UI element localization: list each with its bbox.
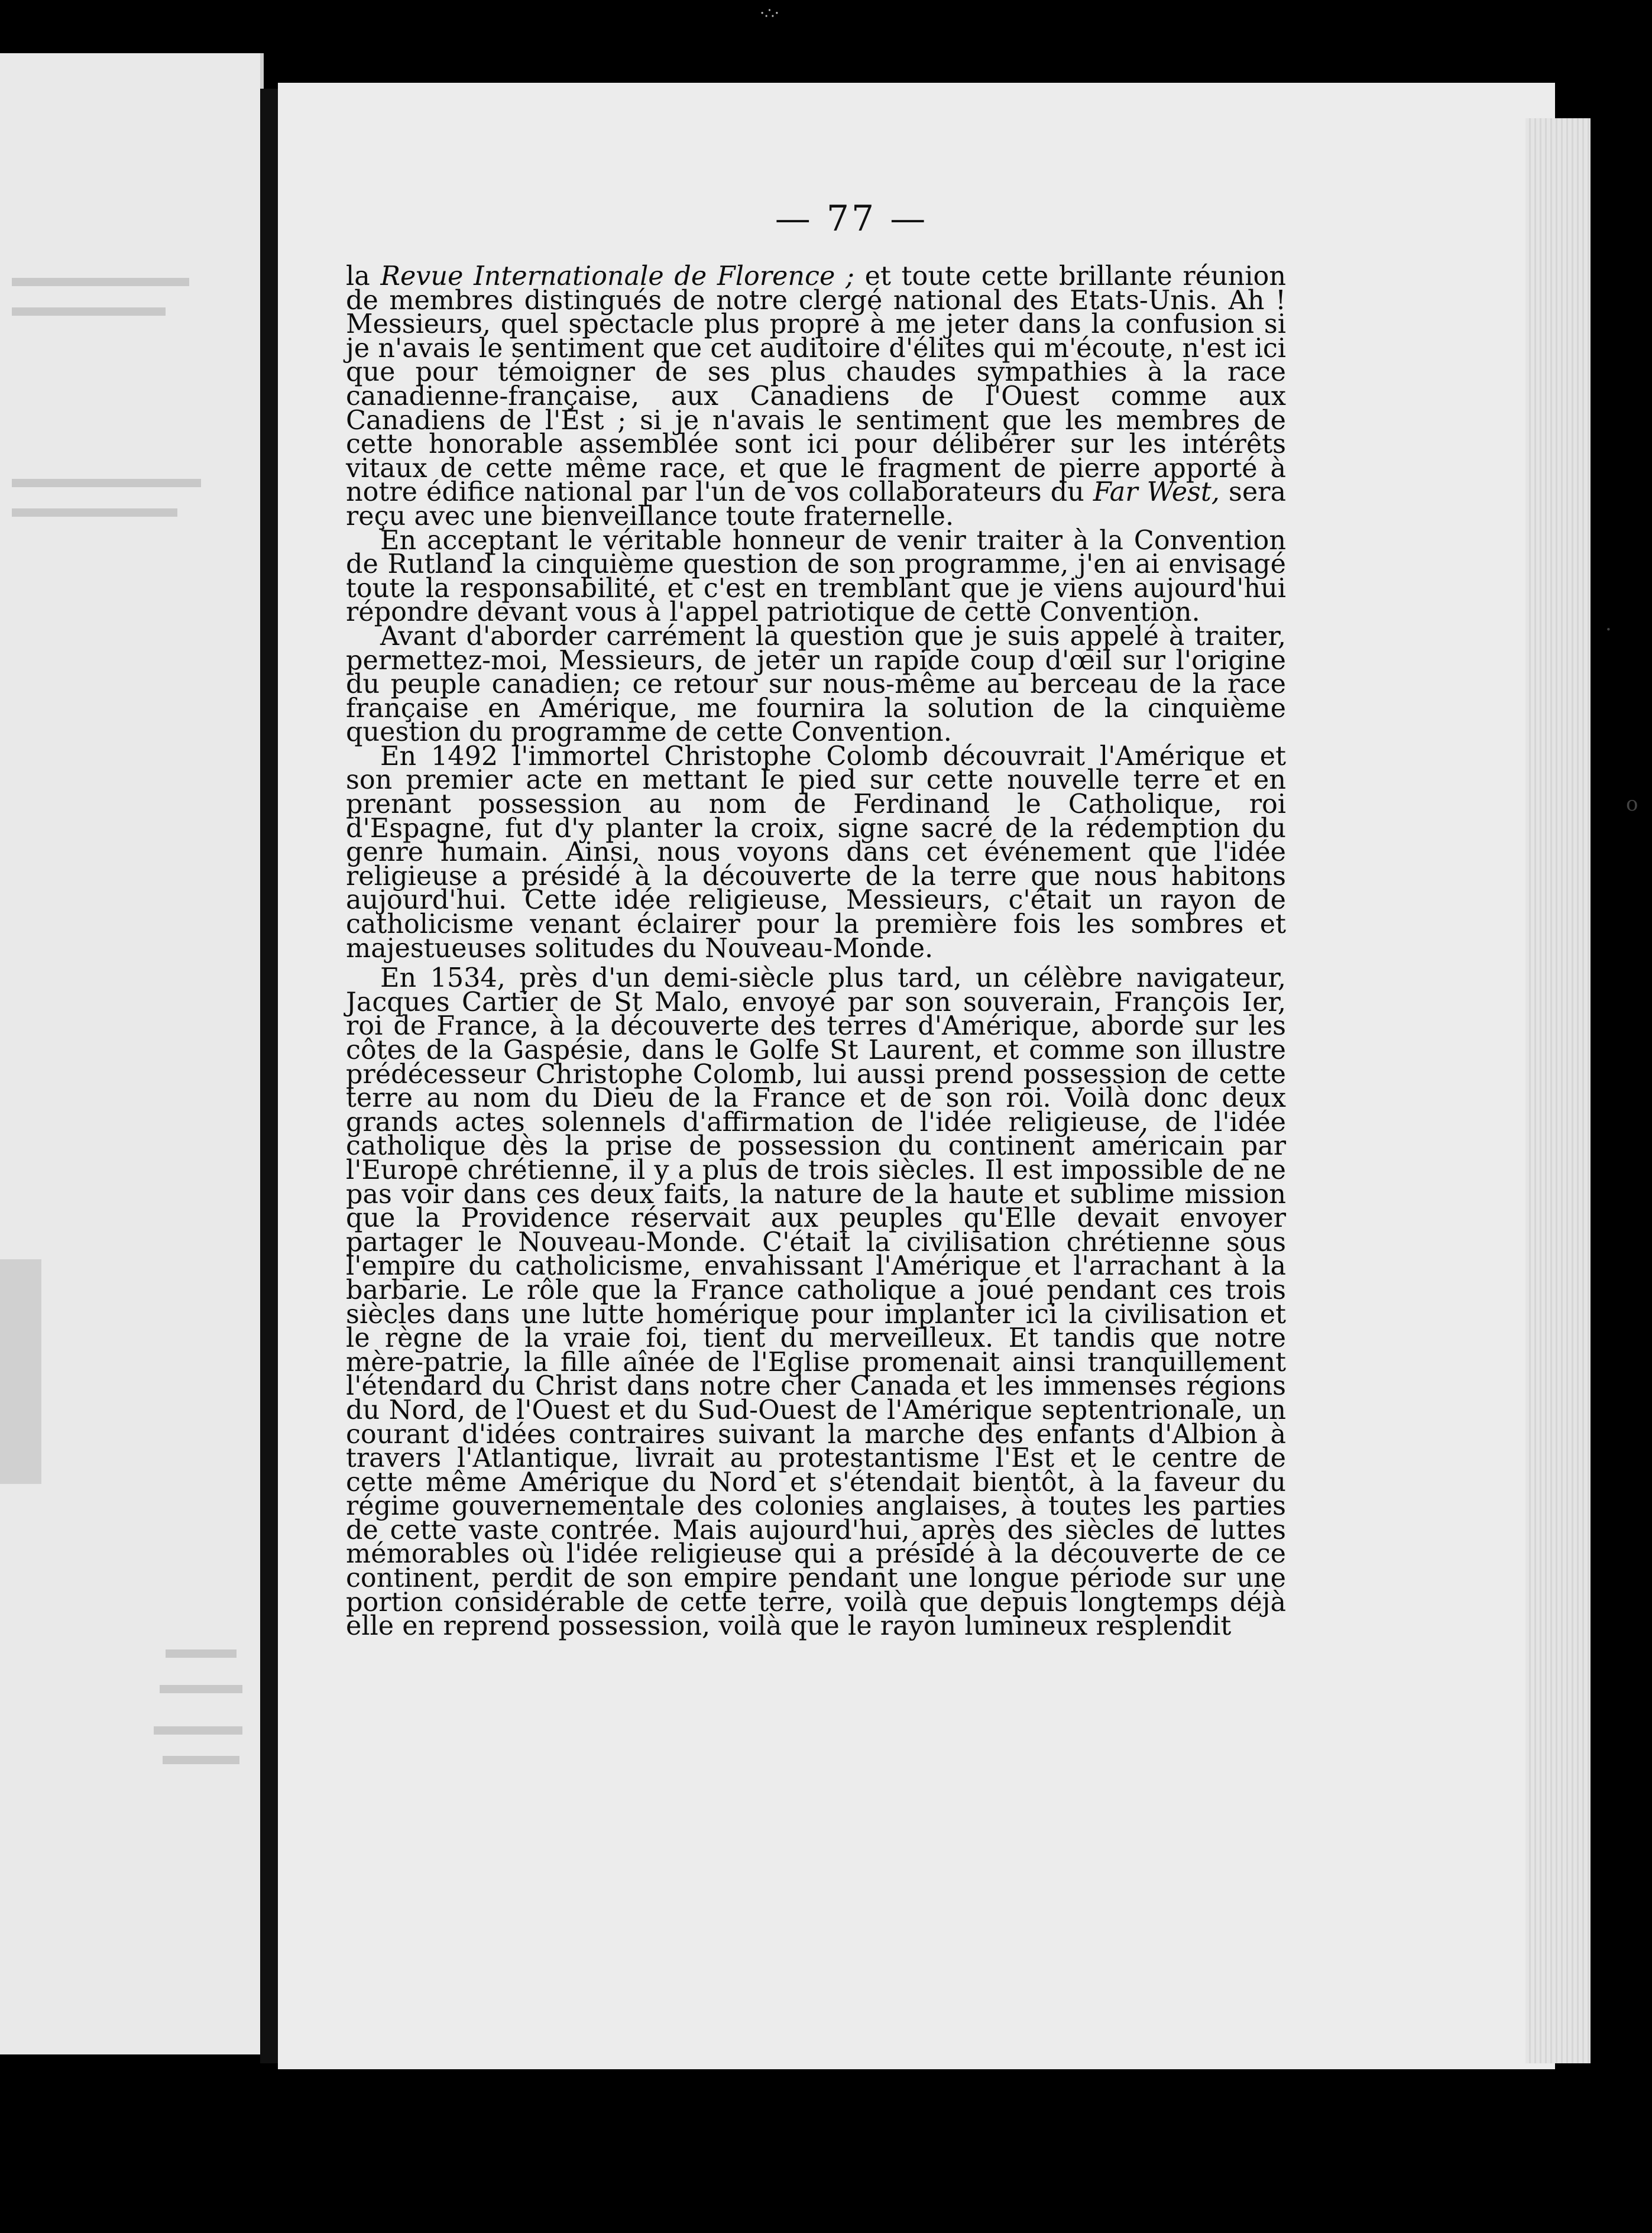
page-gutter (260, 89, 278, 2063)
margin-mark: · (1605, 618, 1612, 641)
bleed-line (166, 1649, 237, 1658)
paragraph (346, 525, 1286, 628)
page-stack-edge (1525, 118, 1591, 2063)
page-number: — 77 — (775, 198, 928, 239)
paragraph (346, 741, 1286, 964)
paragraph (346, 621, 1286, 748)
margin-mark: o (1626, 792, 1638, 816)
italic-text: Far West, (1093, 477, 1220, 508)
body-text (346, 261, 1286, 1642)
previous-page-edge (0, 53, 264, 2054)
italic-text: Revue Internationale de Florence ; (380, 261, 854, 291)
text-run: En 1534, près d'un demi-siècle plus tard, un célèbre navigateur, Jacques Cartier de St Malo, envoyé par son souverain, François Ier, roi de France, à la découverte des terres d'Amérique, aborde sur les côtes de la Gaspésie, dans le Golfe St Laurent, et comme son illustre prédécesseur Christophe Colomb, lui aussi prend possession de cette terre au nom du Dieu de la France et de son roi. Voilà donc deux grands actes solennels d'affirmation de l'idée religieuse, de l'idée catholique dès la prise de possession du continent américain par l'Europe chrétienne, il y a plus de trois siècles. Il est impossible de ne pas voir dans ces deux faits, la nature de la haute et sublime mission que la Providence réservait aux peuples qu'Elle devait envoyer partager le Nouveau-Monde. C'était la civilisation chrétienne sous l'empire du catholicisme, envahissant l'Amérique et l'arrachant à la barbarie. Le rôle que la France catholique a joué pendant ces trois siècles dans une lutte homérique pour implanter ici la civilisation et le règne de la vraie foi, tient du merveilleux. Et tandis que notre mère-patrie, la fille aînée de l'Eglise promenait ainsi tranquillement l'étendard du Christ dans notre cher Canada et les immenses régions du Nord, de l'Ouest et du Sud-Ouest de l'Amérique septentrionale, un courant d'idées contraires suivant la marche des enfants d'Albion à travers l'Atlantique, livrait au protestantisme l'Est et le centre de cette même Amérique du Nord et s'étendait bientôt, à la faveur du régime gouvernementale des colonies anglaises, à toutes les parties de cette vaste contrée. Mais aujourd'hui, après des siècles de luttes mémorables où l'idée religieuse qui a présidé à la découverte de ce continent, perdit de son empire pendant une longue période sur une portion considérable de cette terre, voilà que depuis longtemps déjà elle en reprend possession, voilà que le rayon lumineux resplendit (346, 963, 1286, 1642)
bleed-line (12, 278, 189, 286)
text-run: la (346, 261, 381, 291)
bleed-block (0, 1259, 41, 1484)
text-run: En 1492 l'immortel Christophe Colomb découvrait l'Amérique et son premier acte en mettant le pied sur cette nouvelle terre et en prenant possession au nom de Ferdinand le Catholique, roi d'Espagne, fut d'y planter la croix, signe sacré de la rédemption du genre humain. Ainsi, nous voyons dans cet événement que l'idée religieuse a présidé à la découverte de la terre que nous habitons aujourd'hui. Cette idée religieuse, Messieurs, c'était un rayon de catholicisme venant éclairer pour la première fois les sombres et majestueuses solitudes du Nouveau-Monde. (346, 741, 1286, 964)
bleed-line (160, 1685, 242, 1693)
bleed-line (154, 1726, 242, 1735)
bleed-line (12, 307, 166, 316)
paragraph (346, 963, 1286, 1642)
text-run: sera reçu avec une bienveillance toute fraternelle. (346, 477, 1286, 531)
bleed-line (12, 479, 201, 487)
text-run: En acceptant le véritable honneur de venir traiter à la Convention de Rutland la cinquième question de son programme, j'en ai envisagé toute la responsabilité, et c'est en tremblant que je viens aujourd'hui répondre devant vous à l'appel patriotique de cette Convention. (346, 525, 1286, 628)
bleed-line (12, 508, 177, 517)
bleed-line (163, 1756, 239, 1764)
text-run: et toute cette brillante réunion de membres distingués de notre clergé national des Etats-Unis. Ah ! Messieurs, quel spectacle plus propre à me jeter dans la confusion si je n'avais le sentiment que cet auditoire d'élites qui m'écoute, n'est ici que pour témoigner de ses plus chaudes sympathies à la race canadienne-française, aux Canadiens de l'Ouest comme aux Canadiens de l'Est ; si je n'avais le sentiment que les membres de cette honorable assemblée sont ici pour délibérer sur les intérêts vitaux de cette même race, et que le fragment de pierre apporté à notre édifice national par l'un de vos collaborateurs du (346, 261, 1286, 508)
text-run: Avant d'aborder carrément la question que je suis appelé à traiter, permettez-moi, Messieurs, de jeter un rapide coup d'œil sur l'origine du peuple canadien; ce retour sur nous-même au berceau de la race française en Amérique, me fournira la solution de la cinquième question du programme de cette Convention. (346, 621, 1286, 748)
paragraph (346, 261, 1286, 531)
film-speck: ·∴· (760, 5, 780, 22)
